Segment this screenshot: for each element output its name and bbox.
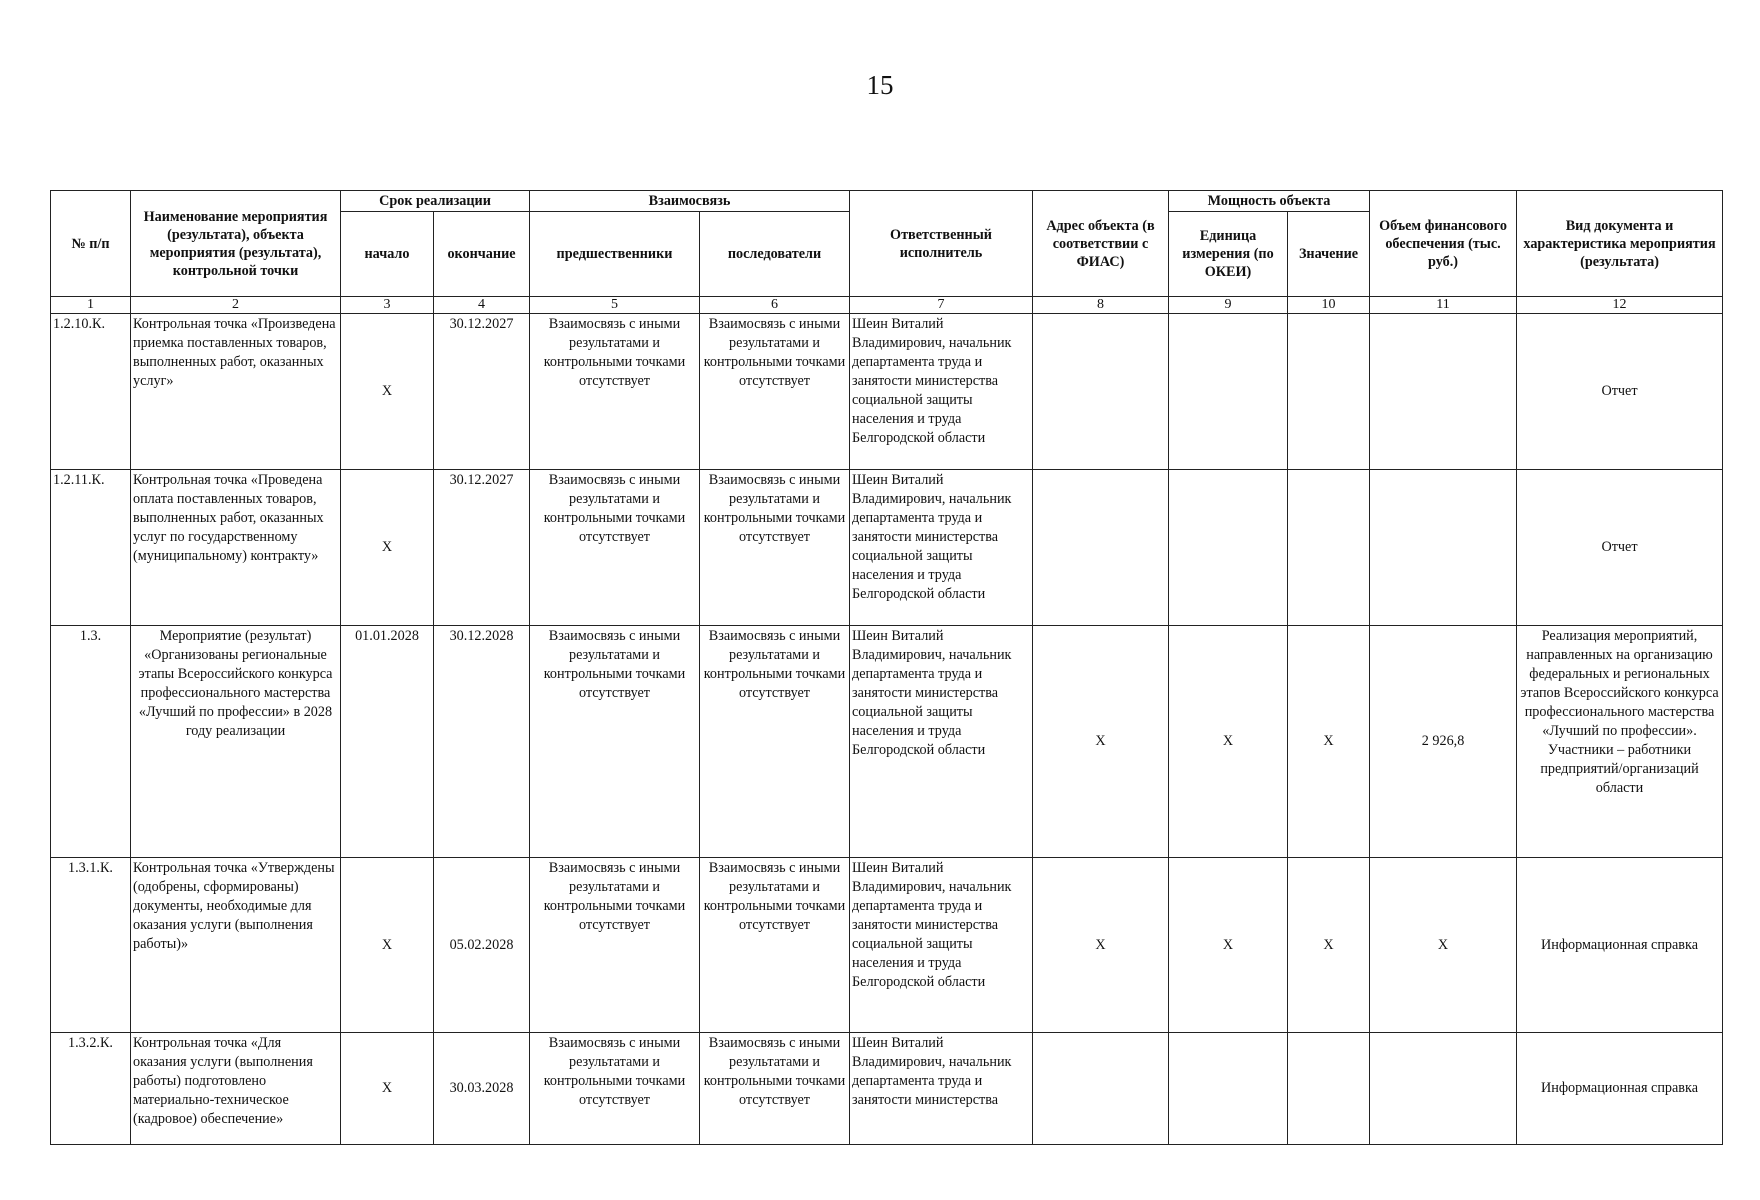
row-unit [1169,1033,1288,1145]
row-doc: Информационная справка [1517,1033,1723,1145]
row-successors: Взаимосвязь с иными результатами и контрольными точками отсутствует [700,626,850,858]
table-row [51,626,1723,858]
row-value: X [1288,626,1370,858]
column-number: 9 [1169,297,1288,314]
row-end: 30.12.2027 [434,314,530,470]
table-row [51,314,1723,470]
row-number: 1.3.1.К. [51,858,131,1033]
table-row [51,470,1723,626]
row-value [1288,314,1370,470]
row-start: X [341,1033,434,1145]
row-name: Контрольная точка «Утверждены (одобрены, сформированы) документы, необходимые для оказания услуги (выполнения работы)» [131,858,341,1033]
row-address [1033,470,1169,626]
header-predecessors: предшественники [530,212,700,297]
column-number: 5 [530,297,700,314]
row-unit: X [1169,858,1288,1033]
column-number: 8 [1033,297,1169,314]
row-predecessors: Взаимосвязь с иными результатами и контрольными точками отсутствует [530,858,700,1033]
row-doc: Информационная справка [1517,858,1723,1033]
header-end: окончание [434,212,530,297]
row-number: 1.3.2.К. [51,1033,131,1145]
row-finance: X [1370,858,1517,1033]
row-number: 1.2.11.К. [51,470,131,626]
row-end: 30.12.2027 [434,470,530,626]
row-finance [1370,314,1517,470]
row-number: 1.3. [51,626,131,858]
header-num: № п/п [51,191,131,297]
header-value: Значение [1288,212,1370,297]
row-doc: Отчет [1517,470,1723,626]
column-number: 2 [131,297,341,314]
column-number: 1 [51,297,131,314]
header-successors: последователи [700,212,850,297]
row-name: Контрольная точка «Проведена оплата поставленных товаров, выполненных работ, оказанных услуг по государственному (муниципальному) контракту» [131,470,341,626]
row-value [1288,1033,1370,1145]
header-address: Адрес объекта (в соответствии с ФИАС) [1033,191,1169,297]
column-number: 7 [850,297,1033,314]
header-unit: Единица измерения (по ОКЕИ) [1169,212,1288,297]
row-address: X [1033,626,1169,858]
row-predecessors: Взаимосвязь с иными результатами и контрольными точками отсутствует [530,470,700,626]
header-responsible: Ответственный исполнитель [850,191,1033,297]
row-start: 01.01.2028 [341,626,434,858]
row-start: X [341,858,434,1033]
row-name: Мероприятие (результат) «Организованы региональные этапы Всероссийского конкурса профессионального мастерства «Лучший по профессии» в 2028 году реализации [131,626,341,858]
row-successors: Взаимосвязь с иными результатами и контрольными точками отсутствует [700,858,850,1033]
row-value: X [1288,858,1370,1033]
column-number: 3 [341,297,434,314]
row-start: X [341,314,434,470]
column-number: 11 [1370,297,1517,314]
row-address [1033,1033,1169,1145]
row-finance [1370,470,1517,626]
row-end: 05.02.2028 [434,858,530,1033]
table-row [51,858,1723,1033]
row-predecessors: Взаимосвязь с иными результатами и контрольными точками отсутствует [530,626,700,858]
header-capacity: Мощность объекта [1169,191,1370,212]
header-finance: Объем финансового обеспечения (тыс. руб.) [1370,191,1517,297]
header-doc: Вид документа и характеристика мероприятия (результата) [1517,191,1723,297]
row-responsible: Шеин Виталий Владимирович, начальник департамента труда и занятости министерства социальной защиты населения и труда Белгородской области [850,858,1033,1033]
page-number: 15 [866,70,894,100]
header-start: начало [341,212,434,297]
column-number: 12 [1517,297,1723,314]
column-number: 6 [700,297,850,314]
row-address [1033,314,1169,470]
row-unit [1169,314,1288,470]
row-unit [1169,470,1288,626]
row-successors: Взаимосвязь с иными результатами и контрольными точками отсутствует [700,470,850,626]
table-row [51,1033,1723,1145]
row-finance [1370,1033,1517,1145]
row-finance: 2 926,8 [1370,626,1517,858]
column-numbers-row [51,297,1723,314]
row-end: 30.03.2028 [434,1033,530,1145]
row-number: 1.2.10.К. [51,314,131,470]
row-responsible: Шеин Виталий Владимирович, начальник департамента труда и занятости министерства социальной защиты населения и труда Белгородской области [850,626,1033,858]
row-name: Контрольная точка «Для оказания услуги (выполнения работы) подготовлено материально-техническое (кадровое) обеспечение» [131,1033,341,1145]
column-number: 4 [434,297,530,314]
column-number: 10 [1288,297,1370,314]
row-value [1288,470,1370,626]
events-plan-table [50,190,1723,1145]
row-successors: Взаимосвязь с иными результатами и контрольными точками отсутствует [700,1033,850,1145]
header-relation: Взаимосвязь [530,191,850,212]
header-name: Наименование мероприятия (результата), объекта мероприятия (результата), контрольной точки [131,191,341,297]
row-predecessors: Взаимосвязь с иными результатами и контрольными точками отсутствует [530,314,700,470]
row-responsible: Шеин Виталий Владимирович, начальник департамента труда и занятости министерства социальной защиты населения и труда Белгородской области [850,470,1033,626]
header-period: Срок реализации [341,191,530,212]
row-address: X [1033,858,1169,1033]
row-responsible: Шеин Виталий Владимирович, начальник департамента труда и занятости министерства социальной защиты населения и труда Белгородской области [850,314,1033,470]
row-doc: Реализация мероприятий, направленных на организацию федеральных и региональных этапов Всероссийского конкурса профессионального мастерства «Лучший по профессии». Участники – работники предприятий/организаций области [1517,626,1723,858]
row-successors: Взаимосвязь с иными результатами и контрольными точками отсутствует [700,314,850,470]
row-predecessors: Взаимосвязь с иными результатами и контрольными точками отсутствует [530,1033,700,1145]
row-name: Контрольная точка «Произведена приемка поставленных товаров, выполненных работ, оказанных услуг» [131,314,341,470]
row-unit: X [1169,626,1288,858]
row-end: 30.12.2028 [434,626,530,858]
row-doc: Отчет [1517,314,1723,470]
row-responsible: Шеин Виталий Владимирович, начальник департамента труда и занятости министерства [850,1033,1033,1145]
row-start: X [341,470,434,626]
